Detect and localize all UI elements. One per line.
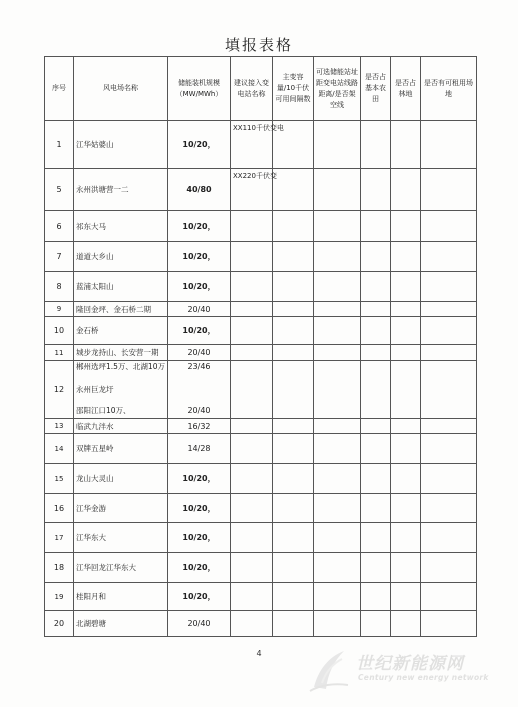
cell-empty bbox=[421, 434, 477, 464]
cell-empty bbox=[391, 317, 421, 345]
cell-empty bbox=[421, 302, 477, 317]
row-name: 永州洪塘营一二 bbox=[74, 169, 168, 211]
cell-empty bbox=[361, 121, 391, 169]
table-row bbox=[45, 419, 477, 434]
table-row bbox=[45, 361, 477, 419]
cell-empty bbox=[314, 611, 361, 637]
cell-empty bbox=[314, 211, 361, 242]
table-row bbox=[45, 169, 477, 211]
cell-empty bbox=[421, 211, 477, 242]
cell-empty bbox=[391, 583, 421, 611]
row-no: 10 bbox=[45, 317, 74, 345]
cell-empty bbox=[361, 211, 391, 242]
row-no: 20 bbox=[45, 611, 74, 637]
row-capacity: 10/20， bbox=[168, 464, 231, 494]
header-main-transformer: 主变容量/10千伏可用间隔数 bbox=[273, 57, 314, 121]
row-no: 8 bbox=[45, 272, 74, 302]
watermark bbox=[300, 645, 510, 697]
cell-empty bbox=[421, 345, 477, 361]
cell-empty bbox=[314, 434, 361, 464]
cell-empty bbox=[273, 302, 314, 317]
row-name-line: 郴州选坪1.5万、北湖10万 bbox=[76, 361, 165, 371]
row-capacity: 10/20， bbox=[168, 523, 231, 553]
cell-empty bbox=[273, 434, 314, 464]
application-form-table bbox=[44, 56, 477, 637]
cell-empty bbox=[361, 272, 391, 302]
cell-empty bbox=[361, 611, 391, 637]
row-capacity: 10/20， bbox=[168, 317, 231, 345]
row-no: 6 bbox=[45, 211, 74, 242]
row-no: 13 bbox=[45, 419, 74, 434]
row-name: 桂阳月和 bbox=[74, 583, 168, 611]
watermark-en-text: Century new energy network bbox=[358, 673, 489, 682]
row-capacity: 10/20， bbox=[168, 211, 231, 242]
row-name: 隆回金坪、金石桥二期 bbox=[74, 302, 168, 317]
cell-empty bbox=[273, 242, 314, 272]
row-no: 17 bbox=[45, 523, 74, 553]
row-name: 江华姑婆山 bbox=[74, 121, 168, 169]
cell-empty bbox=[231, 494, 273, 523]
table-row bbox=[45, 523, 477, 553]
cell-empty bbox=[361, 434, 391, 464]
table-row bbox=[45, 211, 477, 242]
table-row bbox=[45, 242, 477, 272]
row-no: 9 bbox=[45, 302, 74, 317]
row-no: 15 bbox=[45, 464, 74, 494]
table-row bbox=[45, 345, 477, 361]
row-name: 江华东大 bbox=[74, 523, 168, 553]
cell-empty bbox=[421, 583, 477, 611]
header-name: 风电场名称 bbox=[74, 57, 168, 121]
cell-empty bbox=[314, 361, 361, 419]
cell-empty bbox=[314, 121, 361, 169]
table-row bbox=[45, 611, 477, 637]
cell-empty bbox=[391, 169, 421, 211]
cell-empty bbox=[421, 494, 477, 523]
row-substation: XX110千伏变电 bbox=[231, 121, 273, 169]
row-capacity: 20/40 bbox=[168, 302, 231, 317]
row-no: 5 bbox=[45, 169, 74, 211]
cell-empty bbox=[231, 553, 273, 583]
cell-empty bbox=[231, 345, 273, 361]
cell-empty bbox=[231, 361, 273, 419]
row-no: 18 bbox=[45, 553, 74, 583]
header-substation: 建议接入变电站名称 bbox=[231, 57, 273, 121]
cell-empty bbox=[391, 302, 421, 317]
row-name: 金石桥 bbox=[74, 317, 168, 345]
cell-empty bbox=[391, 611, 421, 637]
row-no: 16 bbox=[45, 494, 74, 523]
cell-empty bbox=[273, 345, 314, 361]
row-no: 19 bbox=[45, 583, 74, 611]
cell-empty bbox=[391, 494, 421, 523]
cell-empty bbox=[314, 494, 361, 523]
cell-empty bbox=[421, 523, 477, 553]
cell-empty bbox=[361, 317, 391, 345]
row-name: 临武九泮水 bbox=[74, 419, 168, 434]
cell-empty bbox=[231, 464, 273, 494]
header-land: 是否有可租用场地 bbox=[421, 57, 477, 121]
cell-empty bbox=[361, 361, 391, 419]
cell-empty bbox=[314, 464, 361, 494]
cell-empty bbox=[361, 242, 391, 272]
cell-empty bbox=[273, 169, 314, 211]
cell-empty bbox=[361, 494, 391, 523]
table-row bbox=[45, 434, 477, 464]
cell-empty bbox=[421, 553, 477, 583]
row-capacity: 20/40 bbox=[168, 345, 231, 361]
row-capacity: 40/80 bbox=[168, 169, 231, 211]
page-title: 填报表格 bbox=[224, 36, 293, 54]
row-name: 蓝浦太阳山 bbox=[74, 272, 168, 302]
cell-empty bbox=[391, 272, 421, 302]
cell-empty bbox=[314, 419, 361, 434]
row-name: 龙山大灵山 bbox=[74, 464, 168, 494]
row-capacity: 10/20， bbox=[168, 553, 231, 583]
row-capacity: 10/20， bbox=[168, 583, 231, 611]
header-row bbox=[45, 57, 477, 121]
cell-empty bbox=[231, 211, 273, 242]
cell-empty bbox=[273, 583, 314, 611]
table-row bbox=[45, 494, 477, 523]
cell-empty bbox=[273, 317, 314, 345]
cell-empty bbox=[361, 553, 391, 583]
row-name: 双牌五星岭 bbox=[74, 434, 168, 464]
cell-empty bbox=[391, 345, 421, 361]
row-no: 14 bbox=[45, 434, 74, 464]
cell-empty bbox=[314, 302, 361, 317]
row-capacity: 14/28 bbox=[168, 434, 231, 464]
cell-empty bbox=[314, 583, 361, 611]
cell-empty bbox=[273, 361, 314, 419]
cell-empty bbox=[273, 611, 314, 637]
cell-empty bbox=[421, 361, 477, 419]
cell-empty bbox=[231, 434, 273, 464]
cell-empty bbox=[314, 169, 361, 211]
header-capacity: 储能装机规模（MW/MWh） bbox=[168, 57, 231, 121]
row-capacity: 10/20， bbox=[168, 494, 231, 523]
cell-empty bbox=[314, 242, 361, 272]
cell-empty bbox=[391, 361, 421, 419]
row-capacity-line: 23/46 bbox=[187, 361, 211, 371]
cell-empty bbox=[273, 464, 314, 494]
row-capacity: 20/40 bbox=[168, 611, 231, 637]
header-distance: 可选储能站址距变电站线路距离/是否架空线 bbox=[314, 57, 361, 121]
table-row bbox=[45, 121, 477, 169]
cell-empty bbox=[391, 211, 421, 242]
cell-empty bbox=[273, 523, 314, 553]
cell-empty bbox=[231, 242, 273, 272]
cell-empty bbox=[231, 317, 273, 345]
cell-empty bbox=[391, 553, 421, 583]
row-name: 江华金游 bbox=[74, 494, 168, 523]
cell-empty bbox=[314, 272, 361, 302]
row-no: 11 bbox=[45, 345, 74, 361]
cell-empty bbox=[231, 419, 273, 434]
row-capacity: 10/20， bbox=[168, 272, 231, 302]
cell-empty bbox=[314, 553, 361, 583]
cell-empty bbox=[421, 121, 477, 169]
cell-empty bbox=[421, 242, 477, 272]
cell-empty bbox=[314, 317, 361, 345]
cell-empty bbox=[231, 611, 273, 637]
header-no: 序号 bbox=[45, 57, 74, 121]
cell-empty bbox=[421, 169, 477, 211]
row-name-line: 邵阳江口10万、 bbox=[76, 405, 131, 415]
row-name: 江华回龙江华东大 bbox=[74, 553, 168, 583]
cell-empty bbox=[421, 272, 477, 302]
cell-empty bbox=[391, 523, 421, 553]
row-no: 1 bbox=[45, 121, 74, 169]
cell-empty bbox=[361, 523, 391, 553]
row-capacity-line bbox=[170, 376, 228, 404]
cell-empty bbox=[391, 419, 421, 434]
cell-empty bbox=[391, 242, 421, 272]
cell-empty bbox=[231, 583, 273, 611]
cell-empty bbox=[231, 302, 273, 317]
cell-empty bbox=[391, 434, 421, 464]
cell-empty bbox=[273, 419, 314, 434]
cell-empty bbox=[421, 464, 477, 494]
cell-empty bbox=[361, 169, 391, 211]
cell-empty bbox=[273, 553, 314, 583]
row-capacity-line: 20/40 bbox=[187, 405, 211, 415]
row-capacity: 10/20， bbox=[168, 242, 231, 272]
table-row bbox=[45, 302, 477, 317]
cell-empty bbox=[361, 464, 391, 494]
cell-empty bbox=[273, 494, 314, 523]
row-name: 北湖碧塘 bbox=[74, 611, 168, 637]
row-no: 12 bbox=[45, 361, 74, 419]
cell-empty bbox=[421, 611, 477, 637]
row-name: 城步龙持山、长安营一期 bbox=[74, 345, 168, 361]
table-row bbox=[45, 272, 477, 302]
row-name-line: 永州巨龙圩 bbox=[76, 384, 114, 394]
row-name-multiline bbox=[74, 361, 168, 419]
table-row bbox=[45, 583, 477, 611]
cell-empty bbox=[391, 121, 421, 169]
header-farmland: 是否占基本农田 bbox=[361, 57, 391, 121]
cell-empty bbox=[361, 583, 391, 611]
header-forest: 是否占林地 bbox=[391, 57, 421, 121]
cell-empty bbox=[361, 345, 391, 361]
cell-empty bbox=[314, 345, 361, 361]
cell-empty bbox=[273, 272, 314, 302]
watermark-cn-text: 世纪新能源网 bbox=[356, 654, 464, 674]
row-capacity-multiline bbox=[168, 361, 231, 419]
row-capacity: 10/20， bbox=[168, 121, 231, 169]
row-name: 祁东大马 bbox=[74, 211, 168, 242]
watermark-logo-icon bbox=[306, 647, 350, 693]
row-name: 道道大乡山 bbox=[74, 242, 168, 272]
row-no: 7 bbox=[45, 242, 74, 272]
cell-empty bbox=[273, 211, 314, 242]
cell-empty bbox=[391, 464, 421, 494]
cell-empty bbox=[421, 317, 477, 345]
table-row bbox=[45, 553, 477, 583]
cell-empty bbox=[231, 272, 273, 302]
cell-empty bbox=[231, 523, 273, 553]
page-number: 4 bbox=[256, 649, 262, 658]
row-substation: XX220千伏变 bbox=[231, 169, 273, 211]
cell-empty bbox=[314, 523, 361, 553]
table-row bbox=[45, 317, 477, 345]
row-capacity: 16/32 bbox=[168, 419, 231, 434]
cell-empty bbox=[361, 302, 391, 317]
cell-empty bbox=[421, 419, 477, 434]
table-row bbox=[45, 464, 477, 494]
cell-empty bbox=[361, 419, 391, 434]
